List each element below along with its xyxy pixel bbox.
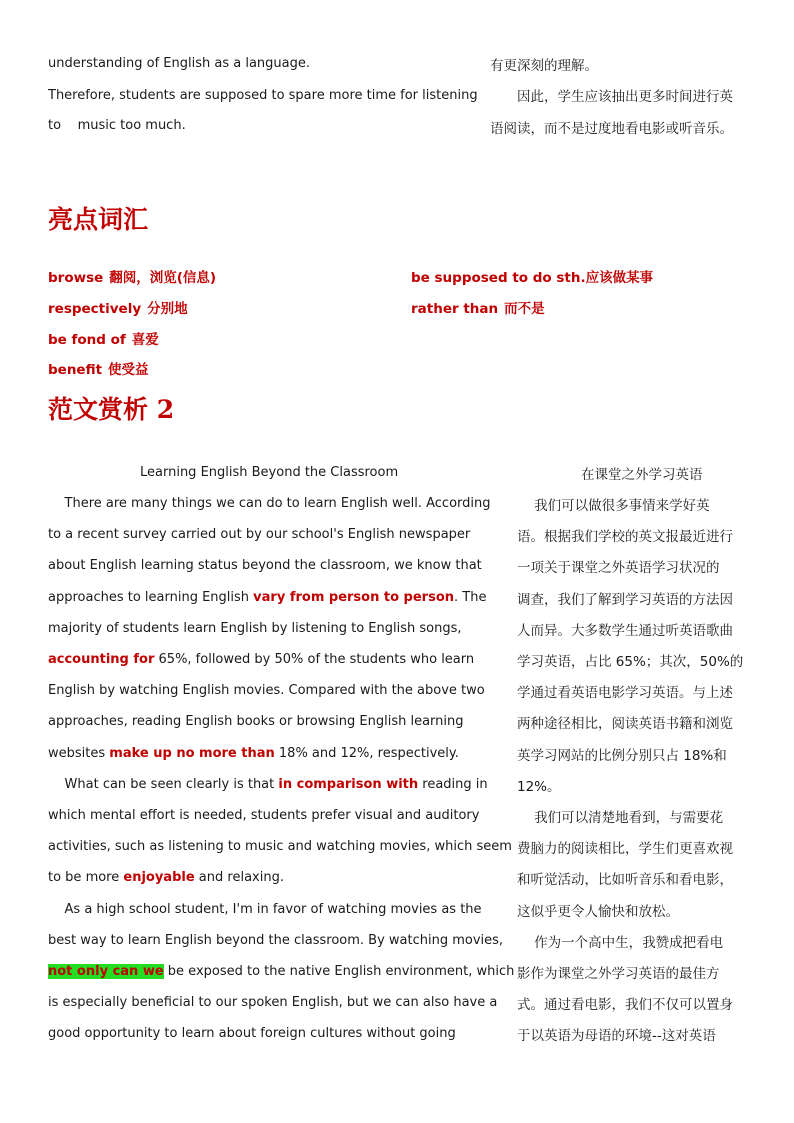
vocab-en: respectively — [48, 301, 142, 317]
translation-line: 和听觉活动，比如听音乐和看电影， — [517, 872, 733, 889]
emphasized-phrase: not only can we — [48, 964, 164, 979]
essay-line — [48, 808, 479, 823]
essay-text: What can be seen clearly is that — [48, 776, 279, 792]
essay-text: reading in — [418, 776, 488, 792]
essay-text: to a recent survey carried out by our school's English newspaper — [48, 527, 471, 543]
essay-text: majority of students learn English by listening to English songs, — [48, 620, 462, 636]
translation-line: 调查，我们了解到学习英语的方法因 — [517, 591, 733, 608]
essay-text: As a high school student, I'm in favor of watching movies as the — [48, 901, 482, 917]
vocab-item-benefit — [48, 358, 149, 378]
essay-title: Learning English Beyond the Classroom — [140, 465, 399, 480]
vocab-zh: 喜爱 — [131, 332, 159, 348]
essay-line — [48, 527, 470, 542]
vocab-zh: 使受益 — [108, 362, 149, 378]
translation-line: 人而异。大多数学生通过听英语歌曲 — [517, 622, 733, 639]
continued-english-line-2: Therefore, students are supposed to spare more time for listening — [48, 88, 478, 103]
translation-line: 一项关于课堂之外英语学习状况的 — [517, 560, 720, 577]
translation-line: 语。根据我们学校的英文报最近进行 — [517, 529, 733, 546]
essay-line — [48, 652, 474, 667]
essay-line — [48, 1026, 456, 1041]
vocab-en: browse — [48, 270, 104, 286]
vocab-item-browse — [48, 266, 216, 286]
essay-line — [48, 746, 459, 761]
essay-line — [48, 839, 512, 854]
emphasized-phrase: make up no more than — [109, 745, 275, 761]
essay-line — [48, 683, 485, 698]
continued-chinese-line-3: 语阅读，而不是过度地看电影或听音乐。 — [490, 121, 733, 137]
continued-chinese-line-2: 因此，学生应该抽出更多时间进行英 — [517, 89, 733, 105]
translation-title: 在课堂之外学习英语 — [581, 467, 703, 483]
translation-line: 英学习网站的比例分别只占 18%和 — [517, 747, 727, 764]
vocab-zh: 应该做某事 — [585, 270, 654, 286]
essay-line — [48, 964, 514, 979]
translation-line: 式。通过看电影，我们不仅可以置身 — [517, 997, 733, 1014]
essay-text: good opportunity to learn about foreign cultures without going — [48, 1026, 456, 1042]
vocabulary-heading: 亮点词汇 — [48, 205, 149, 234]
vocab-en: rather than — [411, 301, 499, 317]
vocab-zh: 翻阅，浏览(信息) — [109, 270, 217, 286]
essay-line — [48, 714, 464, 729]
vocab-item-be-fond-of — [48, 328, 159, 348]
translation-line: 12%。 — [517, 778, 561, 795]
translation-line: 学习英语，占比 65%；其次，50%的 — [517, 654, 744, 670]
vocab-item-respectively — [48, 297, 188, 317]
essay-text: to be more — [48, 870, 124, 886]
vocab-zh: 分别地 — [147, 301, 188, 317]
essay-text: be exposed to the native English environment, which — [163, 964, 515, 979]
continued-english-line-1: understanding of English as a language. — [48, 56, 310, 71]
translation-line: 我们可以做很多事情来学好英 — [517, 498, 710, 514]
vocab-zh: 而不是 — [504, 301, 545, 317]
vocab-item-rather-than — [411, 297, 545, 317]
essay-text: English by watching English movies. Compared with the above two — [48, 683, 485, 699]
translation-line: 于以英语为母语的环境--这对英语 — [517, 1028, 716, 1045]
essay-text: about English learning status beyond the classroom, we know that — [48, 558, 482, 574]
translation-line: 我们可以清楚地看到，与需要花 — [517, 810, 724, 826]
essay-line — [48, 496, 491, 511]
essay-text: approaches to learning English — [48, 589, 254, 605]
sample-essay-heading: 范文赏析 2 — [48, 395, 175, 424]
translation-line: 两种途径相比，阅读英语书籍和浏览 — [517, 716, 733, 733]
continued-chinese-line-1: 有更深刻的理解。 — [490, 58, 598, 74]
essay-text: activities, such as listening to music and watching movies, which seem — [48, 839, 512, 855]
essay-text: 18% and 12%, respectively. — [274, 745, 459, 761]
essay-line — [48, 590, 486, 605]
essay-line — [48, 621, 462, 636]
essay-line — [48, 870, 284, 885]
essay-text: and relaxing. — [194, 870, 284, 886]
continued-english-line-3: to music too much. — [48, 118, 186, 133]
essay-line — [48, 995, 497, 1010]
emphasized-phrase: in comparison with — [278, 776, 419, 792]
translation-line: 这似乎更令人愉快和放松。 — [517, 903, 679, 920]
essay-text: 65%, followed by 50% of the students who learn — [154, 652, 475, 667]
vocab-en: be supposed to do sth. — [411, 270, 586, 286]
vocab-en: be fond of — [48, 332, 126, 348]
essay-text: which mental effort is needed, students prefer visual and auditory — [48, 808, 480, 823]
essay-line — [48, 933, 503, 948]
translation-line: 费脑力的阅读相比，学生们更喜欢视 — [517, 841, 733, 858]
emphasized-phrase: vary from person to person — [253, 589, 455, 605]
essay-line — [48, 902, 482, 917]
emphasized-phrase: accounting for — [48, 652, 155, 667]
translation-line: 学通过看英语电影学习英语。与上述 — [517, 685, 733, 702]
translation-line: 影作为课堂之外学习英语的最佳方 — [517, 966, 720, 982]
essay-text: websites — [48, 745, 110, 761]
essay-line — [48, 558, 482, 573]
essay-text: best way to learn English beyond the classroom. By watching movies, — [48, 932, 504, 948]
essay-text: is especially beneficial to our spoken English, but we can also have a — [48, 995, 498, 1011]
essay-line — [48, 777, 488, 792]
essay-text: There are many things we can do to learn English well. According — [48, 496, 491, 511]
vocab-item-be-supposed-to — [411, 266, 653, 286]
essay-text: approaches, reading English books or browsing English learning — [48, 714, 464, 730]
translation-line: 作为一个高中生，我赞成把看电 — [517, 934, 724, 951]
vocab-en: benefit — [48, 362, 103, 378]
essay-text: . The — [454, 589, 487, 605]
emphasized-phrase: enjoyable — [123, 870, 195, 886]
